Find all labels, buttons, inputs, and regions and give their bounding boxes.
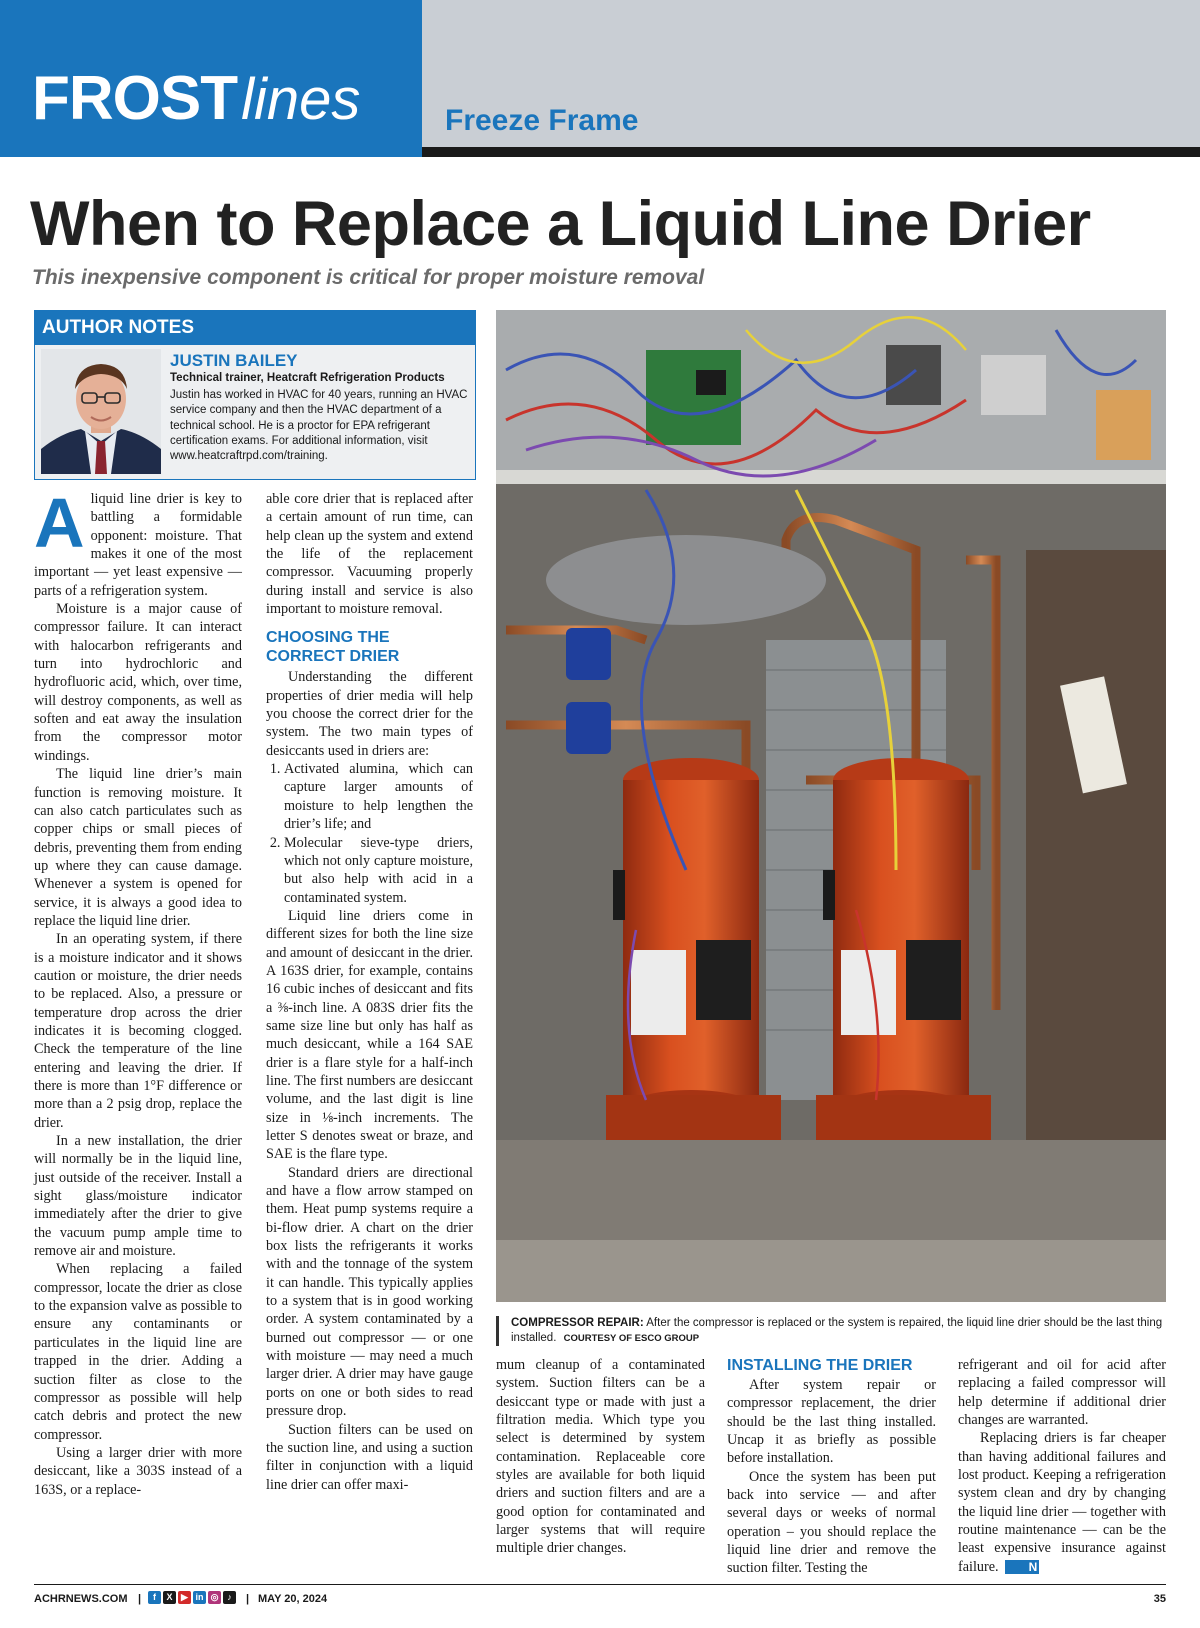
paragraph-text: liquid line drier is key to battling a formidable opponent: moisture. That makes it one of the most important — yet least expensive — parts of a refrigeration system. xyxy=(34,491,242,599)
issue-date: MAY 20, 2024 xyxy=(258,1593,328,1605)
paragraph: In an operating system, if there is a moisture indicator and it shows caution or moisture, the drier needs to be replaced. Also, a pressure or temperature drop across the drier indicates it is becoming clogged. Check the temperature of the line entering and leaving the drier. If there is more than 1°F difference or more than a 2 psig drop, replace the drier. xyxy=(34,931,242,1131)
article-column-4 xyxy=(727,1356,936,1578)
x-icon[interactable]: X xyxy=(163,1591,176,1604)
linkedin-icon[interactable]: in xyxy=(193,1591,206,1604)
article-headline: When to Replace a Liquid Line Drier xyxy=(30,189,1091,259)
paragraph: When replacing a failed compressor, locate the drier as close to the expansion valve as possible to ensure any contaminants or particulates in the liquid line are trapped in the drier. Adding a suction filter as close to the compressor as possible will help catch debris and protect the new compressor. xyxy=(34,1261,242,1443)
author-notes-heading: AUTHOR NOTES xyxy=(35,311,475,345)
subheading-choosing: CHOOSING THE CORRECT DRIER xyxy=(266,629,400,666)
paragraph: mum cleanup of a contaminated system. Suction filters can be a desiccant type or made with just a filtration media. Which type you select is determined by system contamination. Replaceable core styles are available for both liquid driers and suction filters and are a good option for contaminated and larger systems that will require multiple drier changes. xyxy=(496,1357,705,1557)
article-column-2 xyxy=(266,490,473,1494)
author-bio: Justin has worked in HVAC for 40 years, running an HVAC service company and then the HVAC department of a technical school. He is a proctor for EPA refrigerant certification exams. For additional information, visit www.heatcraftrpd.com/training. xyxy=(170,389,468,463)
facebook-icon[interactable]: f xyxy=(148,1591,161,1604)
youtube-icon[interactable]: ▶ xyxy=(178,1591,191,1604)
footer-separator: | xyxy=(138,1593,142,1605)
caption-label: COMPRESSOR REPAIR: xyxy=(511,1317,644,1329)
article-subhead: This inexpensive component is critical for proper moisture removal xyxy=(32,266,705,289)
masthead-rule xyxy=(422,147,1200,157)
author-title: Technical trainer, Heatcraft Refrigeration Products xyxy=(170,372,445,384)
paragraph: Standard driers are directional and have a flow arrow stamped on them. Heat pump systems require a bi-flow drier. A chart on the drier box lists the refrigerants it works with and the tonnage of the system it can handle. This typically applies to a system that is in good working order. A system contaminated by a burned out compressor — or one with moisture — may need a much larger drier. A drier may have gauge ports on one or both sides to read pressure drop. xyxy=(266,1164,473,1420)
list-item: 1. Activated alumina, which can capture larger amounts of moisture to help lengthen the drier’s life; and xyxy=(284,760,473,833)
paragraph: Suction filters can be used on the suction line, and using a suction filter in conjunction with a liquid line drier can offer maxi- xyxy=(266,1421,473,1493)
paragraph: After system repair or compressor replacement, the drier should be the last thing installed. Uncap it as briefly as possible before installation. xyxy=(727,1377,936,1467)
paragraph: able core drier that is replaced after a certain amount of run time, can help clean up the system and extend the life of the replacement compressor. Vacuuming properly during install and service is also important to moisture removal. xyxy=(266,491,473,618)
social-icons xyxy=(148,1591,236,1604)
author-notes-box xyxy=(34,310,476,480)
tiktok-icon[interactable]: ♪ xyxy=(223,1591,236,1604)
author-photo xyxy=(41,349,161,474)
drop-cap: A xyxy=(34,484,85,562)
article-column-5 xyxy=(958,1356,1166,1576)
caption-text: After the compressor is replaced or the system is repaired, the liquid line drier should be the last thing installed. xyxy=(511,1317,1163,1344)
footer-rule xyxy=(34,1584,1166,1585)
photo-credit: COURTESY OF ESCO GROUP xyxy=(563,1333,700,1344)
footer-site-link[interactable]: ACHRNEWS.COM xyxy=(34,1593,128,1605)
frostlines-logo: FROSTlines xyxy=(32,64,361,133)
paragraph: Liquid line driers come in different sizes for both the line size and amount of desiccant in the drier. A 163S drier, for example, contains 16 cubic inches of desiccant and fits a ⅜-inch line. A 083S drier fits the same size line but only has half as much desiccant, while a 164 SAE drier is a flare style for a half-inch line. The first numbers are desiccant volume, and the last digit is line size in ⅛-inch increments. The letter S denotes sweat or braze, and SAE is the flare type. xyxy=(266,907,473,1163)
footer-separator: | xyxy=(246,1593,250,1605)
end-mark-icon: N xyxy=(1005,1560,1040,1574)
paragraph: Moisture is a major cause of compressor failure. It can interact with halocarbon refrigerants and turn into hydrochloric and hydrofluoric acid, which, over time, will destroy components, as well as soften and eat away the insulation from the compressor motor windings. xyxy=(34,601,242,764)
compressor-photo xyxy=(496,310,1166,1302)
photo-caption xyxy=(496,1316,1166,1346)
author-name: JUSTIN BAILEY xyxy=(170,351,298,370)
paragraph: Using a larger drier with more desiccant, like a 303S instead of a 163S, or a replace- xyxy=(34,1444,242,1498)
paragraph: Understanding the different properties of drier media will help you choose the correct drier for the system. The two main types of desiccants used in driers are: xyxy=(266,669,473,759)
paragraph xyxy=(34,484,242,600)
page-number: 35 xyxy=(1153,1593,1166,1605)
subheading-installing: INSTALLING THE DRIER xyxy=(727,1357,913,1374)
paragraph: Once the system has been put back into service — and after several days or weeks of normal operation – you should replace the liquid line drier and remove the suction filter. Testing the xyxy=(727,1468,936,1577)
paragraph: The liquid line drier’s main function is removing moisture. It can also catch particulates such as copper chips or small pieces of debris, preventing them from ending up where they can cause damage. Whenever a system is opened for service, it is always a good idea to replace the liquid line drier. xyxy=(34,766,242,929)
article-column-1 xyxy=(34,484,242,1499)
list-item: 2. Molecular sieve-type driers, which not only capture moisture, but also help with acid in a contaminated system. xyxy=(284,834,473,907)
paragraph: In a new installation, the drier will normally be in the liquid line, just outside of the receiver. Install a sight glass/moisture indicator immediately after the drier to give the vacuum pump ample time to remove air and moisture. xyxy=(34,1133,242,1260)
paragraph xyxy=(958,1429,1166,1576)
paragraph: refrigerant and oil for acid after replacing a failed compressor will help determine if additional drier changes are warranted. xyxy=(958,1357,1166,1429)
article-column-3 xyxy=(496,1356,705,1558)
paragraph-text: Replacing driers is far cheaper than having additional failures and lost product. Keeping a refrigeration system clean and dry by changing the liquid line drier — together with routine maintenance — can be the least expensive insurance against failure. xyxy=(958,1430,1166,1575)
section-title: Freeze Frame xyxy=(445,104,639,137)
instagram-icon[interactable]: ◎ xyxy=(208,1591,221,1604)
desiccant-list xyxy=(266,760,473,907)
